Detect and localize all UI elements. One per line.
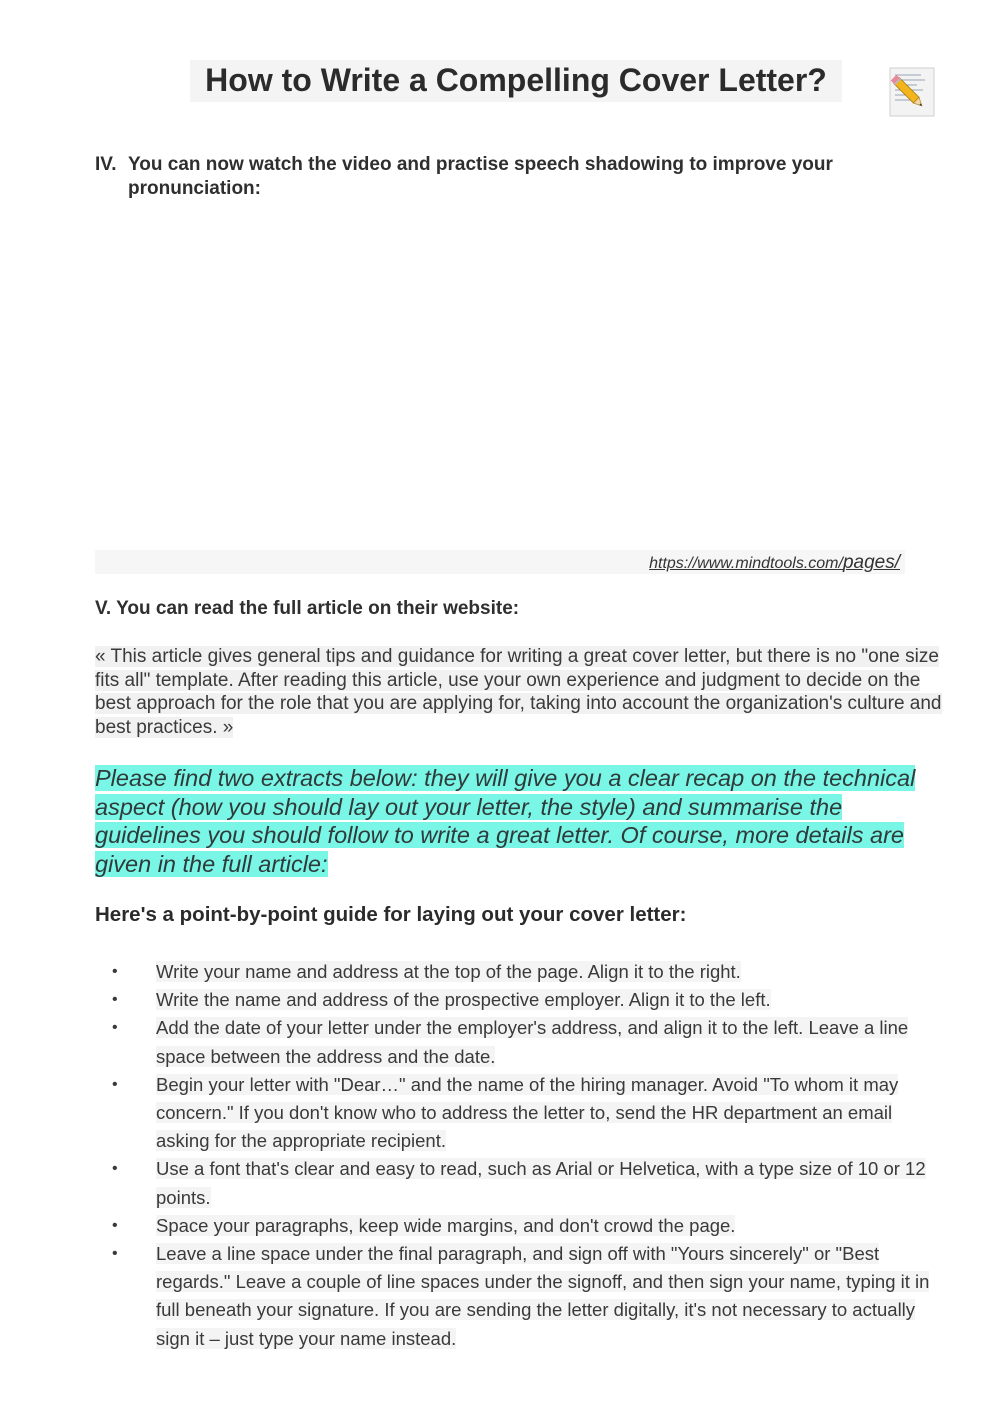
- video-source-link[interactable]: [649, 552, 900, 574]
- title-background: [190, 60, 842, 102]
- section-iv-text: You can now watch the video and practise speech shadowing to improve your pronunciation:: [128, 154, 833, 199]
- list-item-text: Add the date of your letter under the employer's address, and align it to the left. Leave a line space between the address and the date.: [156, 1017, 909, 1067]
- bullet-icon: •: [112, 1075, 118, 1093]
- article-quote: [95, 645, 945, 739]
- guide-list: [110, 958, 950, 1353]
- section-v-heading: V. You can read the full article on their website:: [95, 598, 520, 619]
- list-item-text: Write your name and address at the top of the page. Align it to the right.: [156, 961, 741, 982]
- bullet-icon: •: [112, 991, 118, 1009]
- bullet-icon: •: [112, 963, 118, 980]
- bullet-icon: •: [112, 1216, 118, 1234]
- memo-icon: [888, 66, 936, 118]
- video-source-link-suffix: pages/: [842, 552, 900, 573]
- video-source-link-prefix: https://www.mindtools.com/: [649, 555, 843, 572]
- article-quote-text: « This article gives general tips and guidance for writing a great cover letter, but there is no "one size fits all" template. After reading this article, use your own experience and judgment to decide on the best approach for the role that you are applying for, taking into account the organization's culture and best practices. »: [95, 646, 942, 738]
- list-item: [110, 1071, 950, 1156]
- page-title: How to Write a Compelling Cover Letter?: [205, 62, 827, 98]
- list-item-text: Write the name and address of the prospective employer. Align it to the left.: [156, 989, 771, 1011]
- bullet-icon: •: [112, 1160, 118, 1178]
- list-item-text: Space your paragraphs, keep wide margins, and don't crowd the page.: [156, 1214, 736, 1236]
- highlighted-instructions: [95, 764, 935, 878]
- list-item-text: Leave a line space under the final paragraph, and sign off with "Yours sincerely" or "Best regards." Leave a couple of line spaces under the signoff, and then sign your name, typing it in full beneath your signature. If you are sending the letter digitally, it's not necessary to actually sign it – just type your name instead.: [156, 1243, 930, 1349]
- video-source-bar: [95, 550, 905, 574]
- bullet-icon: •: [112, 1019, 118, 1037]
- list-item: [110, 986, 950, 1014]
- list-item: [110, 1014, 950, 1070]
- list-item: [110, 1155, 950, 1211]
- list-item: [110, 1240, 950, 1353]
- list-item-text: Begin your letter with "Dear…" and the name of the hiring manager. Avoid "To whom it may concern." If you don't know who to address the letter to, send the HR department an email asking for the appropriate recipient.: [156, 1073, 899, 1152]
- video-embed-area[interactable]: [95, 200, 905, 545]
- section-iv-number: IV.: [95, 154, 117, 175]
- list-item: [110, 958, 950, 986]
- bullet-icon: •: [112, 1245, 118, 1263]
- list-item-text: Use a font that's clear and easy to read, such as Arial or Helvetica, with a type size of 10 or 12 points.: [156, 1158, 926, 1208]
- highlighted-instructions-text: Please find two extracts below: they will give you a clear recap on the technical aspect (how you should lay out your letter, the style) and summarise the guidelines you should follow to write a great letter. Of course, more details are given in the full article:: [95, 765, 916, 877]
- guide-heading: Here's a point-by-point guide for laying out your cover letter:: [95, 903, 687, 926]
- list-item: [110, 1212, 950, 1240]
